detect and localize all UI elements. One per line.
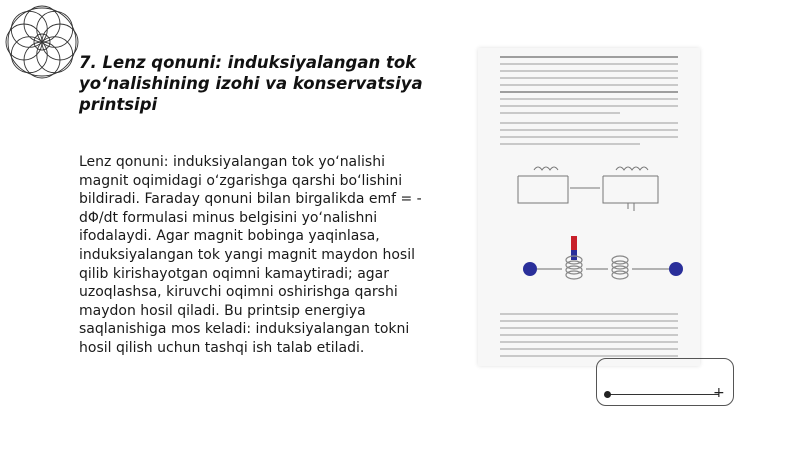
document-image <box>478 48 700 366</box>
slide-body-text: Lenz qonuni: induksiyalangan tok yo‘nalishi magnit oqimidagi o‘zgarishga qarshi bo‘lishini bildiradi. Faraday qonuni bilan birgalikda emf = -dΦ/dt formulasi minus belgisini yo‘nalishni ifodalaydi. Agar magnit bobinga yaqinlasa, induksiyalangan tok yangi magnit maydon hosil qilib kirishayotgan oqimni kamaytiradi; agar uzoqlashsa, kiruvchi oqimni oshirishga qarshi maydon hosil qiladi. Bu printsip energiya saqlanishiga mos keladi: induksiyalangan tokni hosil qilish uchun tashqi ish talab etiladi. <box>79 154 422 356</box>
slide-title: 7. Lenz qonuni: induksiyalangan tok yo‘nalishining izohi va konservatsiya printsipi <box>79 53 423 114</box>
plus-icon: + <box>713 385 725 401</box>
magnet-coil-diagram <box>518 234 688 294</box>
pill-dot-icon <box>604 391 611 398</box>
rosette-logo-icon <box>4 4 80 80</box>
pill-line <box>607 394 719 395</box>
circuit-diagram <box>508 158 668 218</box>
